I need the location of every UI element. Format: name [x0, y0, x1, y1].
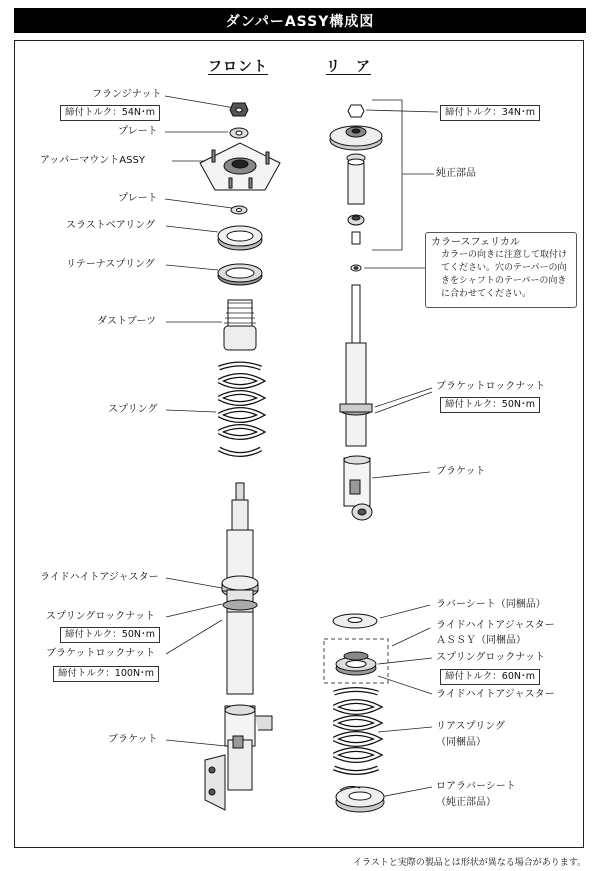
- torque-54-box: 締付トルク：54N･m: [60, 105, 160, 121]
- label-rha-assy-line1: ライドハイトアジャスター: [436, 620, 555, 631]
- footnote: イラストと実際の製品とは形状が異なる場合があります。: [352, 858, 586, 868]
- label-dust-boot: ダストブーツ: [97, 316, 156, 327]
- label-spring: スプリング: [108, 404, 158, 415]
- label-flange-nut: フランジナット: [92, 89, 162, 100]
- torque-60-box: 締付トルク：60N･m: [440, 669, 540, 685]
- torque-100-box: 締付トルク：100N･m: [53, 666, 159, 682]
- collar-note-box: [425, 232, 577, 308]
- label-rear-spring-line2: （同梱品）: [436, 737, 486, 748]
- label-plate-2: プレート: [118, 193, 158, 204]
- label-bracket-lock-nut-front: ブラケットロックナット: [46, 648, 156, 659]
- label-rha-assy-line2: ＡＳＳＹ（同梱品）: [436, 635, 526, 646]
- label-spring-lock-nut-rear: スプリングロックナット: [436, 652, 545, 663]
- label-spring-lock-nut: スプリングロックナット: [46, 611, 155, 622]
- label-bracket-front: ブラケット: [108, 734, 158, 745]
- leader-lines: [165, 96, 438, 797]
- diagram-title: ダンパーASSY構成図: [225, 13, 375, 30]
- label-retainer-spring: リテーナスプリング: [66, 259, 155, 270]
- label-rubber-sheet: ラバーシート（同梱品）: [436, 599, 546, 610]
- label-lower-rubber-line1: ロアラバーシート: [436, 781, 516, 792]
- rear-parts: [324, 105, 388, 812]
- label-ride-height-adjuster: ライドハイトアジャスター: [40, 572, 159, 583]
- label-ride-height-adjuster-rear: ライドハイトアジャスター: [436, 689, 555, 700]
- label-lower-rubber-line2: （純正部品）: [436, 797, 496, 808]
- collar-note-text: カラーの向きに注意して取付けてください。穴のテーパーの向きをシャフトのテーパーの向きに合わせてください。: [441, 250, 568, 299]
- label-bracket-lock-nut-rear: ブラケットロックナット: [436, 381, 546, 392]
- label-plate-1: プレート: [118, 126, 158, 137]
- label-upper-mount-assy: アッパーマウントASSY: [40, 155, 145, 166]
- torque-50-box-front: 締付トルク：50N･m: [60, 627, 160, 643]
- torque-34-box: 締付トルク：34N･m: [440, 105, 540, 121]
- rear-header: リ ア: [326, 59, 371, 75]
- label-rear-spring-line1: リアスプリング: [436, 721, 505, 732]
- front-header: フロント: [208, 59, 268, 75]
- label-genuine-parts: 純正部品: [436, 168, 476, 179]
- torque-50-box-rear: 締付トルク：50N･m: [440, 397, 540, 413]
- label-thrust-bearing: スラストベアリング: [66, 220, 156, 231]
- front-parts: [200, 103, 280, 810]
- label-bracket-rear: ブラケット: [436, 466, 486, 477]
- collar-note-title: カラースフェリカル: [431, 237, 520, 248]
